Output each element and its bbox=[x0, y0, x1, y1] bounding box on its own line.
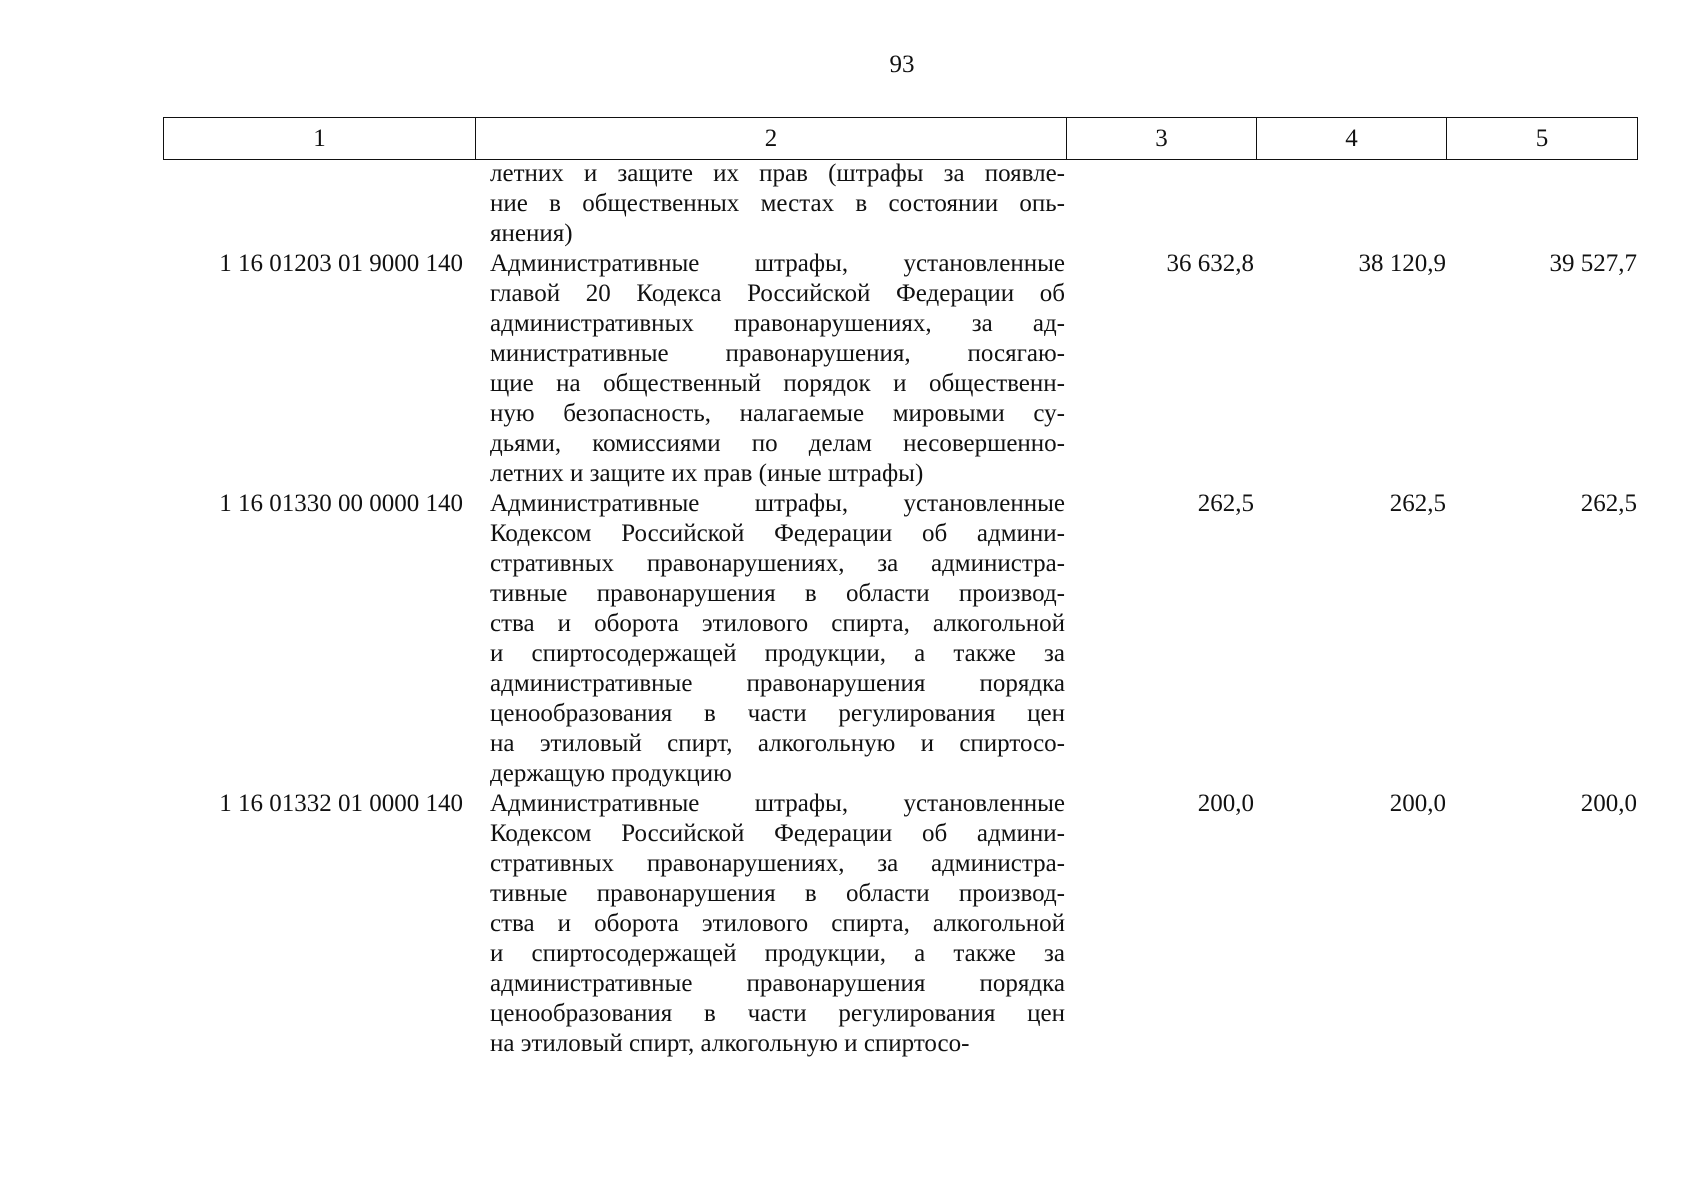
column-header-2: 2 bbox=[476, 118, 1067, 160]
amount-v3: 200,0 bbox=[1197, 790, 1254, 817]
description-line: Административные штрафы, установленные bbox=[490, 250, 1065, 277]
description-line: ценообразования в части регулирования цен bbox=[490, 700, 1065, 727]
page-number: 93 bbox=[889, 51, 915, 78]
amount-v4: 38 120,9 bbox=[1358, 250, 1446, 277]
description-line: янения) bbox=[490, 220, 573, 247]
description-line: тивные правонарушения в области производ- bbox=[490, 880, 1065, 907]
column-header-table bbox=[163, 117, 1638, 160]
description-line: Административные штрафы, установленные bbox=[490, 790, 1065, 817]
amount-v5: 200,0 bbox=[1580, 790, 1637, 817]
column-header-row bbox=[164, 118, 1638, 160]
description-line: ние в общественных местах в состоянии опь- bbox=[490, 190, 1065, 217]
description bbox=[490, 489, 1065, 789]
description-line: летних и защите их прав (штрафы за появле- bbox=[490, 160, 1065, 187]
description-line: стративных правонарушениях, за администра- bbox=[490, 850, 1065, 877]
description-line: на этиловый спирт, алкогольную и спиртосо- bbox=[490, 1030, 970, 1057]
amount-v3: 36 632,8 bbox=[1166, 250, 1254, 277]
column-header-3: 3 bbox=[1067, 118, 1257, 160]
description-line: министративные правонарушения, посягаю- bbox=[490, 340, 1065, 367]
column-header-4: 4 bbox=[1257, 118, 1447, 160]
table-row bbox=[163, 159, 1651, 249]
description-line: дьями, комиссиями по делам несовершенно- bbox=[490, 430, 1065, 457]
budget-code: 1 16 01330 00 0000 140 bbox=[219, 490, 463, 517]
description-line: административные правонарушения порядка bbox=[490, 970, 1065, 997]
description bbox=[490, 789, 1065, 1059]
table-row bbox=[163, 489, 1651, 789]
amount-v4: 262,5 bbox=[1389, 490, 1446, 517]
description-line: ценообразования в части регулирования цен bbox=[490, 1000, 1065, 1027]
amount-v4: 200,0 bbox=[1389, 790, 1446, 817]
column-header-1: 1 bbox=[164, 118, 476, 160]
description-line: щие на общественный порядок и общественн- bbox=[490, 370, 1065, 397]
table-row bbox=[163, 249, 1651, 489]
description-line: на этиловый спирт, алкогольную и спиртосо- bbox=[490, 730, 1065, 757]
budget-code: 1 16 01203 01 9000 140 bbox=[219, 250, 463, 277]
description-line: Кодексом Российской Федерации об админи- bbox=[490, 520, 1065, 547]
description-line: ства и оборота этилового спирта, алкогольной bbox=[490, 610, 1065, 637]
description-line: главой 20 Кодекса Российской Федерации об bbox=[490, 280, 1065, 307]
column-header-5: 5 bbox=[1447, 118, 1638, 160]
description-line: административные правонарушения порядка bbox=[490, 670, 1065, 697]
description-line: административных правонарушениях, за ад- bbox=[490, 310, 1065, 337]
description-line: Административные штрафы, установленные bbox=[490, 490, 1065, 517]
amount-v5: 39 527,7 bbox=[1549, 250, 1637, 277]
description-line: ства и оборота этилового спирта, алкогольной bbox=[490, 910, 1065, 937]
table-row bbox=[163, 789, 1651, 1059]
amount-v5: 262,5 bbox=[1580, 490, 1637, 517]
description-line: тивные правонарушения в области производ- bbox=[490, 580, 1065, 607]
description-line: стративных правонарушениях, за администра- bbox=[490, 550, 1065, 577]
description-line: ную безопасность, налагаемые мировыми су- bbox=[490, 400, 1065, 427]
table-body bbox=[163, 159, 1651, 1059]
description-line: летних и защите их прав (иные штрафы) bbox=[490, 460, 924, 487]
budget-code: 1 16 01332 01 0000 140 bbox=[219, 790, 463, 817]
description bbox=[490, 159, 1065, 249]
amount-v3: 262,5 bbox=[1197, 490, 1254, 517]
description-line: Кодексом Российской Федерации об админи- bbox=[490, 820, 1065, 847]
description-line: держащую продукцию bbox=[490, 760, 732, 787]
description-line: и спиртосодержащей продукции, а также за bbox=[490, 940, 1065, 967]
description bbox=[490, 249, 1065, 489]
description-line: и спиртосодержащей продукции, а также за bbox=[490, 640, 1065, 667]
